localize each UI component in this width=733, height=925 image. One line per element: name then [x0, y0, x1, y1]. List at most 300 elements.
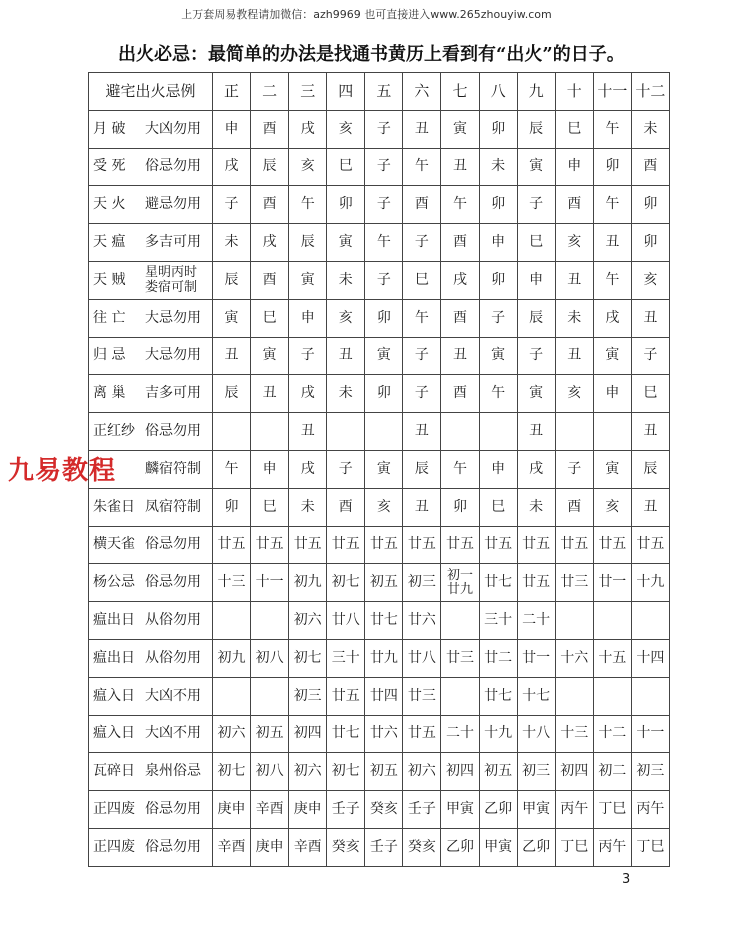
- table-cell: 初二: [593, 753, 631, 791]
- table-cell: [441, 677, 479, 715]
- table-cell: 甲寅: [479, 828, 517, 866]
- table-cell: 酉: [555, 488, 593, 526]
- table-cell: 亥: [327, 110, 365, 148]
- table-cell: 寅: [517, 375, 555, 413]
- table-cell: 午: [593, 261, 631, 299]
- table-cell: 乙卯: [479, 791, 517, 829]
- table-cell: 戌: [441, 261, 479, 299]
- table-cell: 未: [631, 110, 669, 148]
- table-cell: 寅: [213, 299, 251, 337]
- row-name: 瓦碎日: [93, 763, 135, 780]
- table-cell: 丑: [403, 413, 441, 451]
- table-cell: 申: [479, 450, 517, 488]
- table-row: [89, 337, 670, 375]
- table-cell: 廿五: [555, 526, 593, 564]
- table-cell: 卯: [327, 186, 365, 224]
- table-cell: 申: [479, 224, 517, 262]
- row-desc: 俗忌勿用: [145, 838, 201, 855]
- table-cell: 初五: [365, 564, 403, 602]
- table-cell: 午: [593, 110, 631, 148]
- table-cell: 乙卯: [517, 828, 555, 866]
- table-cell: 戌: [289, 450, 327, 488]
- table-cell: 廿五: [517, 526, 555, 564]
- table-row: [89, 110, 670, 148]
- table-cell: 寅: [441, 110, 479, 148]
- row-desc: 多吉可用: [145, 234, 201, 251]
- table-cell: 午: [593, 186, 631, 224]
- table-cell: 二十: [517, 602, 555, 640]
- table-cell: 廿二: [479, 639, 517, 677]
- table-cell: 廿五: [403, 526, 441, 564]
- table-cell: 三十: [479, 602, 517, 640]
- table-row: [89, 450, 670, 488]
- table-cell: 子: [403, 337, 441, 375]
- table-cell: 廿三: [441, 639, 479, 677]
- table-cell: 子: [631, 337, 669, 375]
- table-cell: 未: [327, 375, 365, 413]
- table-cell: 午: [403, 299, 441, 337]
- table-cell: 辰: [289, 224, 327, 262]
- table-cell: 庚申: [289, 791, 327, 829]
- table-cell: 子: [365, 148, 403, 186]
- table-cell: 未: [479, 148, 517, 186]
- row-label: [89, 715, 213, 753]
- table-cell: 卯: [479, 186, 517, 224]
- month-header: 十: [555, 73, 593, 111]
- table-cell: 戌: [289, 375, 327, 413]
- table-cell: 初九: [213, 639, 251, 677]
- table-cell: 甲寅: [441, 791, 479, 829]
- table-cell: 十三: [213, 564, 251, 602]
- row-desc: 麟宿符制: [145, 460, 201, 477]
- table-cell: 初三: [517, 753, 555, 791]
- row-label: [89, 791, 213, 829]
- table-cell: 辛酉: [213, 828, 251, 866]
- table-cell: 廿五: [251, 526, 289, 564]
- table-cell: [555, 602, 593, 640]
- table-cell: 丑: [441, 148, 479, 186]
- table-row: [89, 677, 670, 715]
- table-cell: 廿五: [631, 526, 669, 564]
- month-header: 三: [289, 73, 327, 111]
- table-cell: 午: [479, 375, 517, 413]
- table-cell: 寅: [327, 224, 365, 262]
- table-cell: 初三: [403, 564, 441, 602]
- table-cell: 午: [403, 148, 441, 186]
- table-cell: 丑: [555, 261, 593, 299]
- table-cell: [213, 677, 251, 715]
- table-cell: 子: [365, 110, 403, 148]
- table-cell: 癸亥: [403, 828, 441, 866]
- table-cell: 廿四: [365, 677, 403, 715]
- table-cell: 未: [327, 261, 365, 299]
- row-label: [89, 564, 213, 602]
- table-cell: 丑: [631, 488, 669, 526]
- table-cell: 丁巳: [631, 828, 669, 866]
- row-label: [89, 413, 213, 451]
- table-cell: 丙午: [555, 791, 593, 829]
- table-cell: 廿三: [555, 564, 593, 602]
- table-cell: 廿六: [403, 602, 441, 640]
- table-cell: 子: [403, 375, 441, 413]
- table-row: [89, 375, 670, 413]
- header-row: [89, 73, 670, 111]
- row-label: [89, 828, 213, 866]
- table-cell: 丁巳: [555, 828, 593, 866]
- row-desc: 俗忌勿用: [145, 158, 201, 175]
- table-cell: 申: [517, 261, 555, 299]
- month-header: 九: [517, 73, 555, 111]
- table-cell: 初四: [555, 753, 593, 791]
- table-cell: [213, 413, 251, 451]
- table-cell: [251, 602, 289, 640]
- row-name: 杨公忌: [93, 574, 135, 591]
- table-cell: 亥: [555, 224, 593, 262]
- row-label: [89, 224, 213, 262]
- table-cell: 申: [251, 450, 289, 488]
- row-label: [89, 299, 213, 337]
- table-cell: 廿七: [327, 715, 365, 753]
- table-cell: 十三: [555, 715, 593, 753]
- row-desc: 大忌勿用: [145, 309, 201, 326]
- table-cell: 三十: [327, 639, 365, 677]
- table-cell: 廿九: [365, 639, 403, 677]
- table-cell: [593, 677, 631, 715]
- table-cell: [631, 602, 669, 640]
- table-cell: 寅: [251, 337, 289, 375]
- row-label: [89, 677, 213, 715]
- row-label: [89, 753, 213, 791]
- table-cell: 庚申: [251, 828, 289, 866]
- row-name: 归 忌: [93, 347, 126, 364]
- row-name: 瘟出日: [93, 649, 135, 666]
- table-cell: 辰: [213, 261, 251, 299]
- table-cell: 戌: [593, 299, 631, 337]
- table-row: [89, 148, 670, 186]
- table-row: [89, 828, 670, 866]
- table-cell: 辰: [517, 110, 555, 148]
- table-cell: [555, 413, 593, 451]
- table-cell: 丑: [213, 337, 251, 375]
- table-cell: 壬子: [327, 791, 365, 829]
- watermark: 九易教程: [8, 456, 117, 486]
- table-cell: 乙卯: [441, 828, 479, 866]
- table-cell: 寅: [593, 450, 631, 488]
- table-cell: 初七: [327, 753, 365, 791]
- page-heading: 出火必忌：最简单的办法是找通书黄历上看到有“出火”的日子。: [118, 44, 625, 65]
- table-cell: 寅: [479, 337, 517, 375]
- table-cell: 丑: [631, 299, 669, 337]
- table-cell: 亥: [289, 148, 327, 186]
- table-cell: 巳: [631, 375, 669, 413]
- table-cell: 十八: [517, 715, 555, 753]
- table-cell: 午: [441, 186, 479, 224]
- table-cell: 子: [403, 224, 441, 262]
- table-cell: 酉: [441, 299, 479, 337]
- table-cell: 丙午: [593, 828, 631, 866]
- row-desc: 从俗勿用: [145, 649, 201, 666]
- month-header: 二: [251, 73, 289, 111]
- row-desc-2: 娄宿可制: [145, 280, 198, 296]
- table-cell: 酉: [251, 110, 289, 148]
- row-label: [89, 110, 213, 148]
- row-name: 瘟出日: [93, 612, 135, 629]
- table-cell: 午: [213, 450, 251, 488]
- row-desc: 大凶勿用: [145, 120, 201, 137]
- table-cell: [327, 413, 365, 451]
- table-cell: 十九: [479, 715, 517, 753]
- table-cell: 十一: [251, 564, 289, 602]
- row-desc-stack: [145, 265, 197, 295]
- table-cell: 丑: [327, 337, 365, 375]
- table-cell: 廿七: [365, 602, 403, 640]
- table-cell: 酉: [327, 488, 365, 526]
- table-cell: 巳: [327, 148, 365, 186]
- row-desc: 俗忌勿用: [145, 423, 201, 440]
- table-cell: 戌: [213, 148, 251, 186]
- table-cell: 廿一: [517, 639, 555, 677]
- table-row: [89, 602, 670, 640]
- table-cell: 壬子: [365, 828, 403, 866]
- table-row: [89, 413, 670, 451]
- table-row: [89, 753, 670, 791]
- table-cell: 未: [555, 299, 593, 337]
- row-desc: 星明丙时: [145, 265, 198, 281]
- table-cell: 亥: [631, 261, 669, 299]
- row-name: 正红纱: [93, 423, 135, 440]
- table-cell: 廿六: [365, 715, 403, 753]
- table-cell: 酉: [403, 186, 441, 224]
- table-cell: 初四: [441, 753, 479, 791]
- table-cell: 未: [213, 224, 251, 262]
- corner-label: 避宅出火忌例: [89, 73, 213, 111]
- table-cell: 癸亥: [327, 828, 365, 866]
- table-cell: 廿八: [403, 639, 441, 677]
- table-cell: [213, 602, 251, 640]
- row-label: [89, 488, 213, 526]
- table-cell: 未: [289, 488, 327, 526]
- table-cell: 十四: [631, 639, 669, 677]
- table-cell: 亥: [327, 299, 365, 337]
- table-row: [89, 224, 670, 262]
- table-cell: [441, 413, 479, 451]
- table-cell: 丙午: [631, 791, 669, 829]
- table-cell: 初五: [251, 715, 289, 753]
- table-cell: 酉: [251, 261, 289, 299]
- table-cell: 戌: [517, 450, 555, 488]
- table-cell: 申: [555, 148, 593, 186]
- table-cell: 酉: [441, 224, 479, 262]
- table-cell: 戌: [289, 110, 327, 148]
- row-desc: 俗忌勿用: [145, 536, 201, 553]
- row-name: 离 巢: [93, 385, 126, 402]
- table-cell: 卯: [479, 110, 517, 148]
- table-cell: 子: [517, 186, 555, 224]
- table-cell: 亥: [593, 488, 631, 526]
- table-row: [89, 261, 670, 299]
- table-cell: 巳: [251, 488, 289, 526]
- table-cell: 卯: [479, 261, 517, 299]
- table-cell: 初三: [289, 677, 327, 715]
- table-cell: 癸亥: [365, 791, 403, 829]
- row-desc: 从俗勿用: [145, 612, 201, 629]
- table-cell: 廿五: [517, 564, 555, 602]
- table-cell: 丁巳: [593, 791, 631, 829]
- table-cell: 子: [555, 450, 593, 488]
- table-cell: [593, 413, 631, 451]
- table-cell: 十七: [517, 677, 555, 715]
- table-cell: 廿五: [441, 526, 479, 564]
- table-cell: 寅: [289, 261, 327, 299]
- table-cell: 初六: [289, 753, 327, 791]
- table-cell: 初七: [327, 564, 365, 602]
- table-cell: 寅: [593, 337, 631, 375]
- source-banner: 上万套周易教程请加微信：azh9969 也可直接进入www.265zhouyiw.com: [181, 8, 552, 21]
- row-desc: 大凶不用: [145, 687, 201, 704]
- row-desc: 俗忌勿用: [145, 801, 201, 818]
- row-label: [89, 526, 213, 564]
- month-header: 八: [479, 73, 517, 111]
- table-cell: 廿五: [327, 526, 365, 564]
- table-cell: 酉: [251, 186, 289, 224]
- row-name: 正四废: [93, 838, 135, 855]
- table-row: [89, 564, 670, 602]
- table-cell: 巳: [403, 261, 441, 299]
- table-cell: 卯: [365, 375, 403, 413]
- table-row: [89, 488, 670, 526]
- table-cell: 丑: [289, 413, 327, 451]
- table-cell: 酉: [631, 148, 669, 186]
- table-cell: 庚申: [213, 791, 251, 829]
- month-header: 六: [403, 73, 441, 111]
- table-cell: 午: [289, 186, 327, 224]
- table-cell: 廿八: [327, 602, 365, 640]
- row-name: 天 贼: [93, 272, 126, 289]
- table-cell: 初八: [251, 753, 289, 791]
- table-cell: 丑: [403, 488, 441, 526]
- month-header: 十一: [593, 73, 631, 111]
- table-cell: 亥: [365, 488, 403, 526]
- table-cell: 辰: [631, 450, 669, 488]
- table-cell: 子: [365, 186, 403, 224]
- table-cell: 戌: [251, 224, 289, 262]
- table-cell: 廿五: [593, 526, 631, 564]
- row-name: 月 破: [93, 120, 126, 137]
- table-cell: 卯: [441, 488, 479, 526]
- table-cell: 申: [213, 110, 251, 148]
- table-cell: 子: [327, 450, 365, 488]
- table-cell: 甲寅: [517, 791, 555, 829]
- table-cell: 子: [213, 186, 251, 224]
- table-cell: 辰: [517, 299, 555, 337]
- table-cell: 初一 廿九: [441, 564, 479, 602]
- table-cell: 巳: [479, 488, 517, 526]
- table-cell: [593, 602, 631, 640]
- row-desc: 避忌勿用: [145, 196, 201, 213]
- table-cell: 辰: [251, 148, 289, 186]
- table-cell: [479, 413, 517, 451]
- table-cell: 二十: [441, 715, 479, 753]
- table-cell: 未: [517, 488, 555, 526]
- table-cell: 寅: [365, 450, 403, 488]
- table-cell: 丑: [631, 413, 669, 451]
- table-cell: [251, 677, 289, 715]
- table-cell: 辰: [213, 375, 251, 413]
- row-name: 往 亡: [93, 309, 126, 326]
- table-cell: 廿五: [479, 526, 517, 564]
- table-cell: 廿五: [403, 715, 441, 753]
- row-name: 天 火: [93, 196, 126, 213]
- row-desc: 吉多可用: [145, 385, 201, 402]
- table-cell: [631, 677, 669, 715]
- row-desc: 大忌勿用: [145, 347, 201, 364]
- table-cell: 子: [289, 337, 327, 375]
- table-cell: 廿五: [289, 526, 327, 564]
- table-cell: 廿七: [479, 564, 517, 602]
- row-label: [89, 148, 213, 186]
- table-cell: 丑: [593, 224, 631, 262]
- table-cell: 初四: [289, 715, 327, 753]
- table-cell: 廿五: [213, 526, 251, 564]
- table-cell: [365, 413, 403, 451]
- table-cell: 卯: [365, 299, 403, 337]
- row-desc: 大凶不用: [145, 725, 201, 742]
- row-name: 正四废: [93, 801, 135, 818]
- month-header: 五: [365, 73, 403, 111]
- row-name: 受 死: [93, 158, 126, 175]
- table-cell: 申: [289, 299, 327, 337]
- table-cell: 十二: [593, 715, 631, 753]
- table-cell: 子: [517, 337, 555, 375]
- table-cell: 卯: [593, 148, 631, 186]
- table-cell: [555, 677, 593, 715]
- table-cell: 酉: [441, 375, 479, 413]
- table-cell: 辛酉: [251, 791, 289, 829]
- table-cell: [441, 602, 479, 640]
- row-desc: 凤宿符制: [145, 498, 201, 515]
- table-cell: 酉: [555, 186, 593, 224]
- table-cell: 初九: [289, 564, 327, 602]
- table-row: [89, 791, 670, 829]
- row-desc: 泉州俗忌: [145, 763, 201, 780]
- table-cell: 子: [479, 299, 517, 337]
- table-cell: 初五: [479, 753, 517, 791]
- table-cell: 初七: [289, 639, 327, 677]
- month-header: 正: [213, 73, 251, 111]
- table-cell: 廿三: [403, 677, 441, 715]
- table-cell: 辛酉: [289, 828, 327, 866]
- table-cell: 寅: [365, 337, 403, 375]
- table-cell: 壬子: [403, 791, 441, 829]
- table-cell: 十一: [631, 715, 669, 753]
- month-header: 四: [327, 73, 365, 111]
- table-cell: 十五: [593, 639, 631, 677]
- row-label: [89, 375, 213, 413]
- table-cell: 卯: [213, 488, 251, 526]
- row-name: 天 瘟: [93, 234, 126, 251]
- table-cell: 丑: [555, 337, 593, 375]
- table-cell: 廿一: [593, 564, 631, 602]
- table-cell: 十九: [631, 564, 669, 602]
- table-cell: 廿五: [365, 526, 403, 564]
- table-cell: 初七: [213, 753, 251, 791]
- table-cell: 卯: [631, 186, 669, 224]
- month-header: 十二: [631, 73, 669, 111]
- table-cell: 巳: [555, 110, 593, 148]
- table-cell: 初六: [289, 602, 327, 640]
- table-cell: 申: [593, 375, 631, 413]
- table-row: [89, 299, 670, 337]
